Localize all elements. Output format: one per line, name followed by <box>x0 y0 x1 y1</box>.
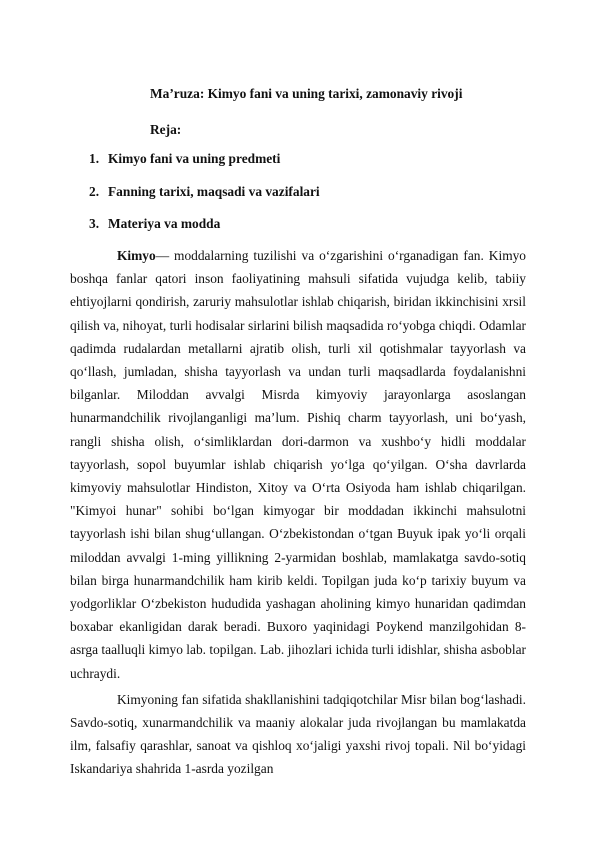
lecture-title: Ma’ruza: Kimyo fani va uning tarixi, zamonaviy rivoji <box>150 86 463 101</box>
paragraph-text: Kimyoning fan sifatida shakllanishini tadqiqotchilar Misr bilan bog‘lashadi. Savdo-sotiq, xunarmandchilik va maaniy alokalar juda rivojlangan bu mamlakatda ilm, falsafiy qarashlar, sanoat va qishloq xo‘jaligi yaxshi rivoj topali. Nil bo‘yidagi Iskandariya shahrida 1-asrda yozilgan <box>70 691 526 777</box>
plan-item-text: Materiya va modda <box>108 216 221 231</box>
plan-heading: Reja: <box>150 122 182 137</box>
plan-item-number: 1. <box>89 151 100 166</box>
plan-item-number: 3. <box>89 216 100 231</box>
paragraph-text: — moddalarning tuzilishi va o‘zgarishini o‘rganadigan fan. Kimyo boshqa fanlar qatori inson faoliyatining mahsuli sifatida vujudga kelib, tabiiy ehtiyojlarni qondirish, zaruriy mahsulotlar ishlab chiqarish, biridan ikkinchisini xrsil qilish va, nihoyat, turli hodisalar sirlarini bilish maqsadida ro‘yobga chiqdi. Odamlar qadimda rudalardan metallarni ajratib olish, turli xil qotishmalar tayyorlash va qo‘llash, jumladan, shisha tayyorlash va undan turli maqsadlarda foydalanishni bilganlar. Miloddan avvalgi Misrda kimyoviy jarayonlarga asoslangan hunarmandchilik rivojlanganligi ma’lum. Pishiq charm tayyorlash, uni bo‘yash, rangli shisha olish, o‘simliklardan dori-darmon va xushbo‘y hidli moddalar tayyorlash, sopol buyumlar ishlab chiqarish yo‘lga qo‘yilgan. O‘sha davrlarda kimyoviy mahsulotlar Hindiston, Xitoy va O‘rta Osiyoda ham ishlab chiqarilgan. "Kimyoi hunar" sohibi bo‘lgan kimyogar bir moddadan ikkinchi mahsulotni tayyorlash ishi bilan shug‘ullangan. O‘zbekistondan o‘tgan Buyuk ipak yo‘li orqali miloddan avvalgi 1-ming yillikning 2-yarmidan boshlab, mamlakatga savdo-sotiq bilan birga hunarmandchilik ham kirib keldi. Topilgan juda ko‘p tarixiy buyum va yodgorliklar O‘zbekiston hududida yashagan aholining kimyo hunaridan qadimdan boxabar ekanligidan darak beradi. Buxoro yaqinidagi Poykend manzilgohidan 8-asrga taalluqli kimyo lab. topilgan. Lab. jihozlari ichida turli idishlar, shisha asboblar uchraydi. <box>70 248 526 681</box>
plan-item <box>89 184 320 217</box>
body-paragraph <box>70 688 526 781</box>
plan-list <box>89 151 320 249</box>
body-paragraph <box>70 244 526 685</box>
term-lead: Kimyo <box>117 248 156 263</box>
plan-item-text: Kimyo fani va uning predmeti <box>108 151 281 166</box>
lecture-body <box>70 244 526 784</box>
plan-item-text: Fanning tarixi, maqsadi va vazifalari <box>108 183 320 199</box>
plan-item-number: 2. <box>89 183 100 199</box>
plan-item <box>89 151 320 184</box>
